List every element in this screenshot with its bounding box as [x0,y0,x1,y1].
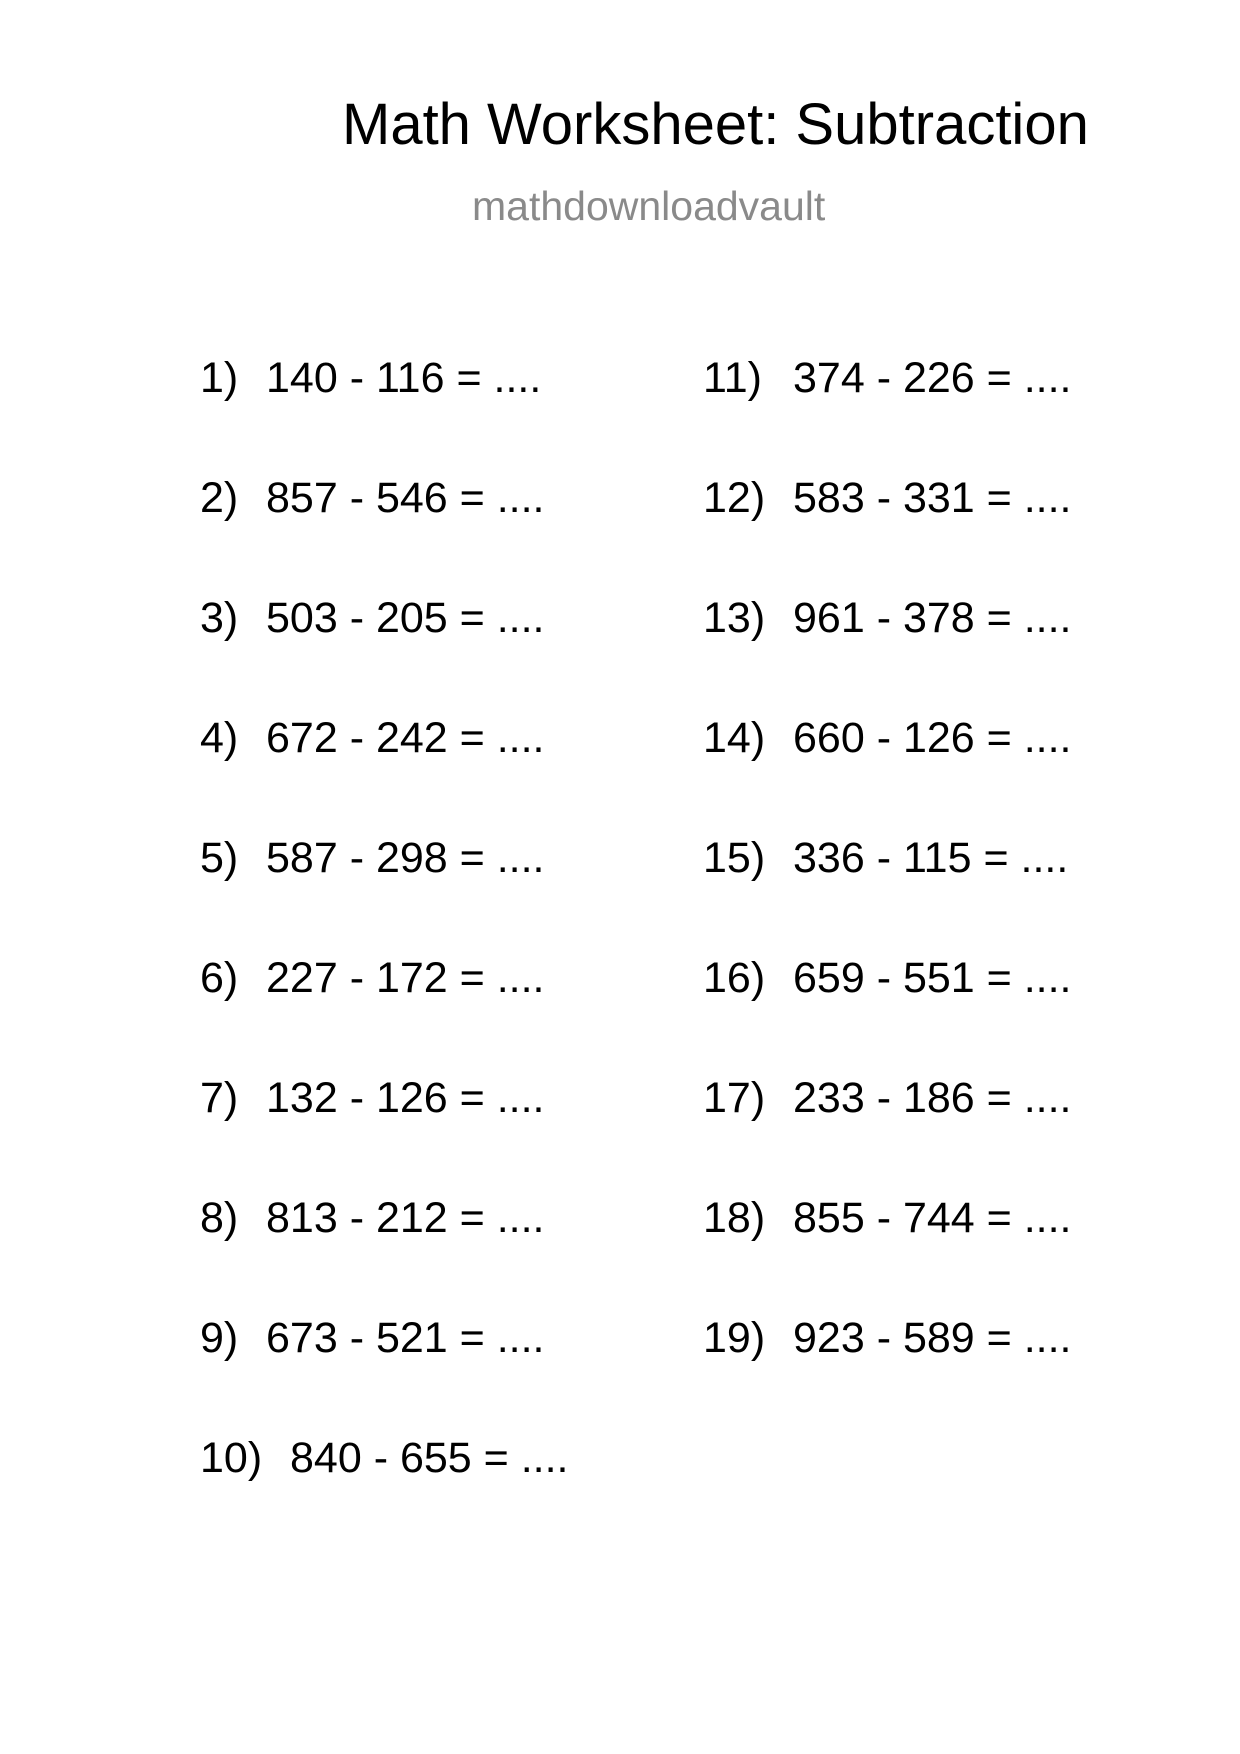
problem-number: 18) [703,1194,766,1242]
problem-1 [200,354,542,402]
problem-expression: 923 - 589 = .... [793,1314,1072,1362]
problem-expression: 583 - 331 = .... [793,474,1072,522]
problem-number: 10) [200,1434,263,1482]
problem-expression: 233 - 186 = .... [793,1074,1072,1122]
problem-3 [200,594,545,642]
problem-2 [200,474,545,522]
problem-expression: 140 - 116 = .... [266,354,542,402]
problem-expression: 587 - 298 = .... [266,834,545,882]
problem-expression: 374 - 226 = .... [793,354,1072,402]
problem-expression: 659 - 551 = .... [793,954,1072,1002]
problem-expression: 503 - 205 = .... [266,594,545,642]
problem-number: 13) [703,594,766,642]
page-title: Math Worksheet: Subtraction [342,92,1089,157]
problem-number: 9) [200,1314,239,1362]
problem-number: 17) [703,1074,766,1122]
problem-11 [703,354,1072,402]
problem-expression: 961 - 378 = .... [793,594,1072,642]
problem-number: 14) [703,714,766,762]
problem-expression: 672 - 242 = .... [266,714,545,762]
problem-number: 15) [703,834,766,882]
problem-expression: 673 - 521 = .... [266,1314,545,1362]
problem-expression: 336 - 115 = .... [793,834,1069,882]
problem-expression: 132 - 126 = .... [266,1074,545,1122]
problem-17 [703,1074,1072,1122]
page-subtitle: mathdownloadvault [472,183,826,229]
problem-expression: 857 - 546 = .... [266,474,545,522]
problem-18 [703,1194,1072,1242]
problem-number: 7) [200,1074,239,1122]
problem-number: 12) [703,474,766,522]
problem-13 [703,594,1072,642]
problem-4 [200,714,545,762]
problem-expression: 813 - 212 = .... [266,1194,545,1242]
problem-number: 8) [200,1194,239,1242]
problem-expression: 660 - 126 = .... [793,714,1072,762]
problem-expression: 227 - 172 = .... [266,954,545,1002]
problem-19 [703,1314,1072,1362]
problem-number: 3) [200,594,239,642]
problem-expression: 840 - 655 = .... [290,1434,569,1482]
problem-10 [200,1434,569,1482]
problem-15 [703,834,1069,882]
problem-number: 11) [703,354,762,402]
problem-9 [200,1314,545,1362]
problem-number: 6) [200,954,239,1002]
problem-14 [703,714,1072,762]
problem-7 [200,1074,545,1122]
problem-16 [703,954,1072,1002]
problem-number: 16) [703,954,766,1002]
problem-number: 4) [200,714,239,762]
problem-number: 5) [200,834,239,882]
problem-number: 2) [200,474,239,522]
problem-number: 1) [200,354,239,402]
problem-5 [200,834,545,882]
problem-12 [703,474,1072,522]
problem-6 [200,954,545,1002]
problem-8 [200,1194,545,1242]
problem-number: 19) [703,1314,766,1362]
problem-expression: 855 - 744 = .... [793,1194,1072,1242]
